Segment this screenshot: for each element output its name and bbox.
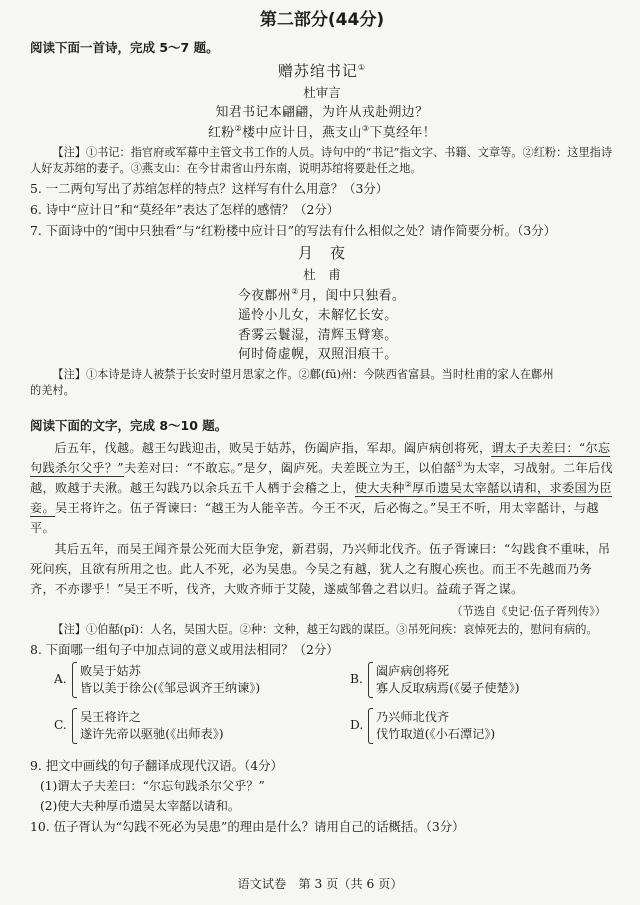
prose-note: 【注】①伯嚭(pǐ)：人名，吴国大臣。②种：文种，越王勾践的谋臣。③吊死问疾：哀悼死去的，慰问有病的。 bbox=[52, 622, 598, 636]
poem2-line: 香雾云鬟湿，清辉玉臂寒。 bbox=[238, 327, 398, 343]
poem1-note: 【注】①书记：指官府或军幕中主管文书工作的人员。诗句中的“书记”指文字、书籍、文章等。②红粉：这里指诗人好友苏绾的妻子。③燕支山：在今甘肃省山丹东南，说明苏绾将要赴任之地。 bbox=[30, 146, 613, 176]
prose-paragraph-2: 其后五年，而吴王闻齐景公死而大臣争宠，新君弱，乃兴师北伐齐。伍子胥谏曰：“勾践食不重味，吊死问疾，且欲有所用之也。此人不死，必为吴患。今吴之有越，犹人之有腹心疾也。而王不先越而乃务齐，不亦谬乎！”吴王不听，伐齐，大败齐师于艾陵，遂威邹鲁之君以归。益疏子胥之谋。 bbox=[30, 542, 611, 596]
option-c[interactable]: C. 吴王将许之 遂许先帝以驱驰(《出师表》) bbox=[54, 708, 224, 744]
exam-page bbox=[30, 6, 614, 839]
question-10: 10. 伍子胥认为“勾践不死必为吴患”的理由是什么？请用自己的话概括。（3分） bbox=[30, 819, 465, 835]
question-9-part-1: (1)谓太子夫差曰：“尔忘句践杀尔父乎？” bbox=[40, 779, 265, 794]
underlined-sentence-1: 谓太子夫差曰：“尔忘句践杀尔父乎？” bbox=[30, 441, 611, 476]
source-citation: （节选自《史记·伍子胥列传》） bbox=[451, 604, 606, 618]
poem2-line: 今夜鄜州②月，闺中只独看。 bbox=[238, 287, 406, 304]
question-7: 7. 下面诗中的“闺中只独看”与“红粉楼中应计日”的写法有什么相似之处？请作简要分析。（3分） bbox=[30, 223, 557, 239]
option-d[interactable]: D. 乃兴师北伐齐 伐竹取道(《小石潭记》) bbox=[350, 708, 495, 744]
page-footer: 语文试卷 第 3 页（共 6 页） bbox=[237, 877, 403, 891]
question-6: 6. 诗中“应计日”和“莫经年”表达了怎样的感情？（2分） bbox=[30, 202, 340, 218]
poem1-line: 知君书记本翩翩，为许从戎赴朔边？ bbox=[215, 104, 429, 120]
poem2-line: 何时倚虚幌，双照泪痕干。 bbox=[238, 347, 398, 363]
section-title: 第二部分(44分) bbox=[259, 10, 385, 30]
question-8: 8. 下面哪一组句子中加点词的意义或用法相同？（2分） bbox=[30, 642, 339, 658]
question-9-part-2: (2)使大夫种厚币遗吴太宰嚭以请和。 bbox=[40, 798, 241, 813]
option-b[interactable]: B. 阖庐病创将死 寡人反取病焉(《晏子使楚》) bbox=[350, 662, 520, 698]
poem1-line: 红粉②楼中应计日，燕支山③下莫经年！ bbox=[207, 124, 437, 141]
question-5: 5. 一二两句写出了苏绾怎样的特点？这样写有什么用意？（3分） bbox=[30, 181, 389, 197]
poem1-author: 杜审言 bbox=[303, 84, 341, 100]
poem2-note: 【注】①本诗是诗人被禁于长安时望月思家之作。②鄜(fū)州：今陕西省富县。当时杜甫的家人在鄜州 的羌村。 bbox=[30, 367, 554, 397]
poem2-title: 月 夜 bbox=[297, 244, 346, 263]
underlined-sentence-2a: 使大夫种②厚币遗吴太宰嚭以请和，求委国为臣妾。 bbox=[30, 479, 612, 515]
option-a[interactable]: A. 败吴于姑苏 皆以美于徐公(《邹忌讽齐王纳谏》) bbox=[54, 662, 260, 698]
poem-instruction: 阅读下面一首诗，完成 5～7 题。 bbox=[30, 39, 219, 55]
question-8-options bbox=[54, 662, 614, 754]
prose-instruction: 阅读下面的文字，完成 8～10 题。 bbox=[30, 418, 228, 434]
prose-paragraph-1: 后五年，伐越。越王勾践迎击，败吴于姑苏，伤阖庐指，军却。阖庐病创将死，谓太子夫差曰：“尔忘句践杀尔父乎？”夫差对曰：“不敢忘。”是夕，阖庐死。夫差既立为王，以伯嚭①为太宰，习战射。二年后伐越，败越于夫湫。越王勾践乃以余兵五千人栖于会稽之上，使大夫种②厚币遗吴太宰嚭以请和，求委国为臣妾。吴王将许之。伍子胥谏曰：“越王为人能辛苦。今王不灭，后必悔之。”吴王不听，用太宰嚭计，与越平。 bbox=[30, 441, 613, 535]
poem1-title: 赠苏绾书记① bbox=[277, 61, 367, 80]
question-9: 9. 把文中画线的句子翻译成现代汉语。（4分） bbox=[30, 758, 283, 774]
poem2-author: 杜 甫 bbox=[303, 267, 341, 283]
poem2-line: 遥怜小儿女，未解忆长安。 bbox=[238, 308, 398, 324]
